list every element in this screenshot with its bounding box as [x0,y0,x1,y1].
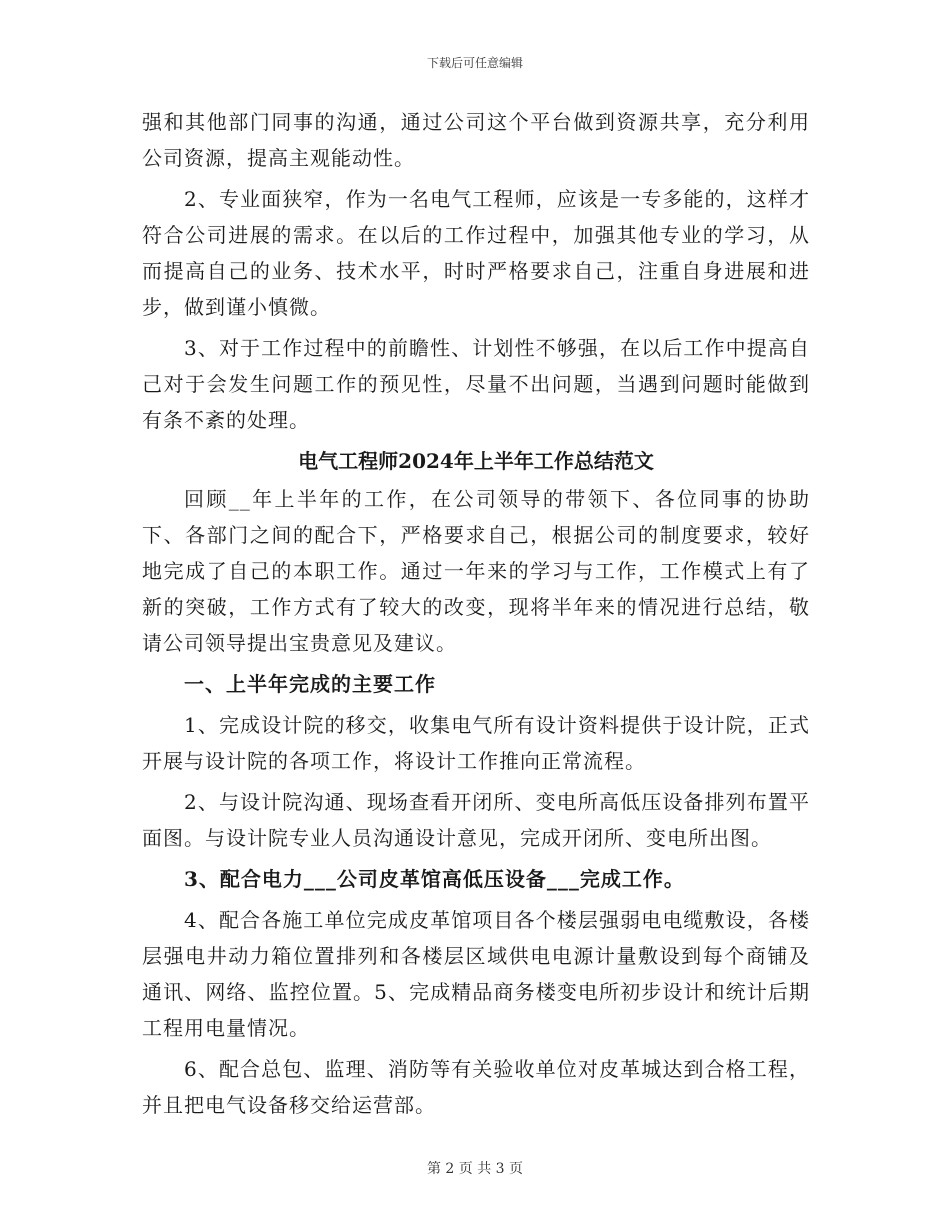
paragraph-5: 1、完成设计院的移交，收集电气所有设计资料提供于设计院，正式开展与设计院的各项工作，将设计工作推向正常流程。 [142,713,810,773]
paragraph-6: 2、与设计院沟通、现场查看开闭所、变电所高低压设备排列布置平面图。与设计院专业人员沟通设计意见，完成开闭所、变电所出图。 [142,790,810,850]
paragraph-2: 2、专业面狭窄，作为一名电气工程师，应该是一专多能的，这样才符合公司进展的需求。在以后的工作过程中，加强其他专业的学习，从而提高自己的业务、技术水平，时时严格要求自己，注重自身进展和进步，做到谨小慎微。 [142,187,810,319]
heading-main-work: 一、上半年完成的主要工作 [184,672,436,696]
section-title: 电气工程师2024年上半年工作总结范文 [298,449,654,473]
paragraph-7: 3、配合电力___公司皮革馆高低压设备___完成工作。 [184,867,685,891]
paragraph-8: 4、配合各施工单位完成皮革馆项目各个楼层强弱电电缆敷设，各楼层强电井动力箱位置排列和各楼层区域供电电源计量敷设到每个商铺及通讯、网络、监控位置。5、完成精品商务楼变电所初步设计和统计后期工程用电量情况。 [142,908,810,1040]
paragraph-3: 3、对于工作过程中的前瞻性、计划性不够强，在以后工作中提高自己对于会发生问题工作的预见性，尽量不出问题，当遇到问题时能做到有条不紊的处理。 [142,336,810,432]
page-header: 下载后可任意编辑 [426,56,523,70]
paragraph-4: 回顾__年上半年的工作，在公司领导的带领下、各位同事的协助下、各部门之间的配合下，严格要求自己，根据公司的制度要求，较好地完成了自己的本职工作。通过一年来的学习与工作，工作模式上有了新的突破，工作方式有了较大的改变，现将半年来的情况进行总结，敬请公司领导提出宝贵意见及建议。 [142,487,810,655]
paragraph-9: 6、配合总包、监理、消防等有关验收单位对皮革城达到合格工程，并且把电气设备移交给运营部。 [142,1057,810,1117]
paragraph-1: 强和其他部门同事的沟通，通过公司这个平台做到资源共享，充分利用公司资源，提高主观能动性。 [142,110,810,170]
document-body [142,104,810,1128]
page-footer: 第 2 页 共 3 页 [426,1161,524,1177]
